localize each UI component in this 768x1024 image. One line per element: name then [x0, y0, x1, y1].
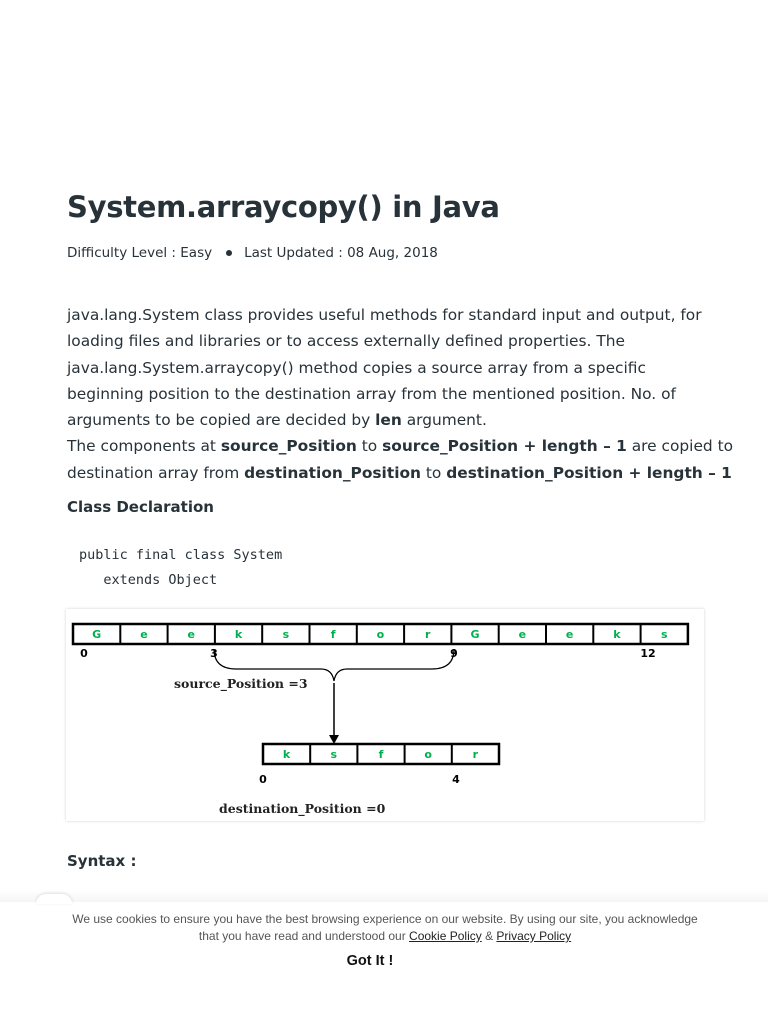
- source-cell-7: r: [425, 628, 431, 641]
- source-range-term: source_Position + length – 1: [382, 437, 627, 456]
- arrow-head-icon: [329, 735, 339, 744]
- source-cell-11: k: [613, 628, 621, 641]
- article-title: System.arraycopy() in Java: [67, 190, 500, 224]
- source-position-term: source_Position: [220, 437, 357, 456]
- source-cell-8: G: [470, 628, 480, 641]
- code-block: [79, 543, 282, 592]
- cookie-policy-link[interactable]: Cookie Policy: [409, 929, 482, 943]
- source-index-label: 9: [450, 647, 458, 660]
- privacy-policy-link[interactable]: Privacy Policy: [496, 929, 572, 943]
- destination-position-label: destination_Position =0: [219, 801, 386, 816]
- separator-dot-icon: [226, 250, 232, 256]
- text-span: are copied to: [626, 437, 734, 456]
- destination-range-term: destination_Position + length – 1: [446, 463, 732, 482]
- destination-cell-2: f: [378, 748, 384, 761]
- source-index-label: 0: [80, 647, 88, 660]
- destination-cell-3: o: [424, 748, 432, 761]
- cookie-text-line: [40, 928, 730, 945]
- destination-index-label: 0: [259, 773, 267, 786]
- paragraph-line: loading files and libraries or to access externally defined properties. The: [67, 332, 625, 351]
- text-span: argument.: [401, 411, 487, 430]
- destination-index-label: 4: [452, 773, 460, 786]
- arraycopy-diagram: [66, 609, 704, 821]
- banner-tab: [36, 894, 72, 904]
- syntax-heading: Syntax :: [67, 852, 137, 870]
- source-cell-12: s: [660, 628, 668, 641]
- cookie-message: [40, 911, 730, 945]
- source-index-label: 12: [640, 647, 656, 660]
- text-span: arguments to be copied are decided by: [67, 411, 376, 430]
- difficulty-level: Difficulty Level : Easy: [67, 245, 213, 261]
- got-it-button[interactable]: Got It !: [346, 953, 394, 969]
- last-updated: Last Updated : 08 Aug, 2018: [244, 245, 438, 261]
- banner-shadow: [0, 890, 768, 902]
- source-cell-6: o: [376, 628, 385, 641]
- text-span: to: [356, 437, 383, 456]
- paragraph-line: java.lang.System class provides useful methods for standard input and output, for: [67, 306, 702, 324]
- class-declaration-heading: Class Declaration: [67, 498, 214, 516]
- paragraph-line: [67, 407, 707, 433]
- destination-cell-1: s: [330, 748, 338, 761]
- text-span: The components at: [67, 437, 221, 456]
- paragraph-line: java.lang.System.arraycopy() method copies a source array from a specific: [67, 358, 646, 377]
- destination-position-term: destination_Position: [244, 463, 421, 482]
- source-cell-1: e: [140, 628, 148, 641]
- code-line: public final class System: [79, 547, 283, 563]
- destination-cell-0: k: [282, 748, 291, 761]
- source-position-label: source_Position =3: [174, 676, 308, 691]
- text-span: that you have read and understood our: [198, 929, 410, 943]
- paragraph-line: [67, 433, 734, 459]
- paragraph-line: [67, 460, 732, 486]
- source-cell-10: e: [565, 628, 574, 641]
- code-line: extends Object: [79, 571, 218, 588]
- cookie-banner: [0, 900, 768, 1024]
- arraycopy-diagram-svg: [66, 609, 704, 821]
- text-span: &: [481, 929, 497, 943]
- source-index-label: 3: [210, 647, 218, 660]
- source-cell-3: k: [234, 628, 243, 641]
- source-cell-0: G: [92, 628, 102, 641]
- article-meta: [67, 245, 438, 261]
- article-body: [67, 302, 734, 486]
- len-keyword: len: [375, 411, 402, 430]
- source-cell-2: e: [187, 628, 195, 641]
- destination-cell-4: r: [472, 748, 479, 761]
- source-cell-5: f: [330, 628, 336, 641]
- text-span: destination array from: [67, 463, 245, 482]
- source-cell-9: e: [518, 628, 527, 641]
- source-cell-4: s: [282, 628, 290, 641]
- cookie-text-line: We use cookies to ensure you have the best browsing experience on our website. By using our site, you acknowledge: [72, 912, 698, 926]
- text-span: to: [421, 463, 447, 482]
- paragraph-line: beginning position to the destination array from the mentioned position. No. of: [67, 384, 676, 403]
